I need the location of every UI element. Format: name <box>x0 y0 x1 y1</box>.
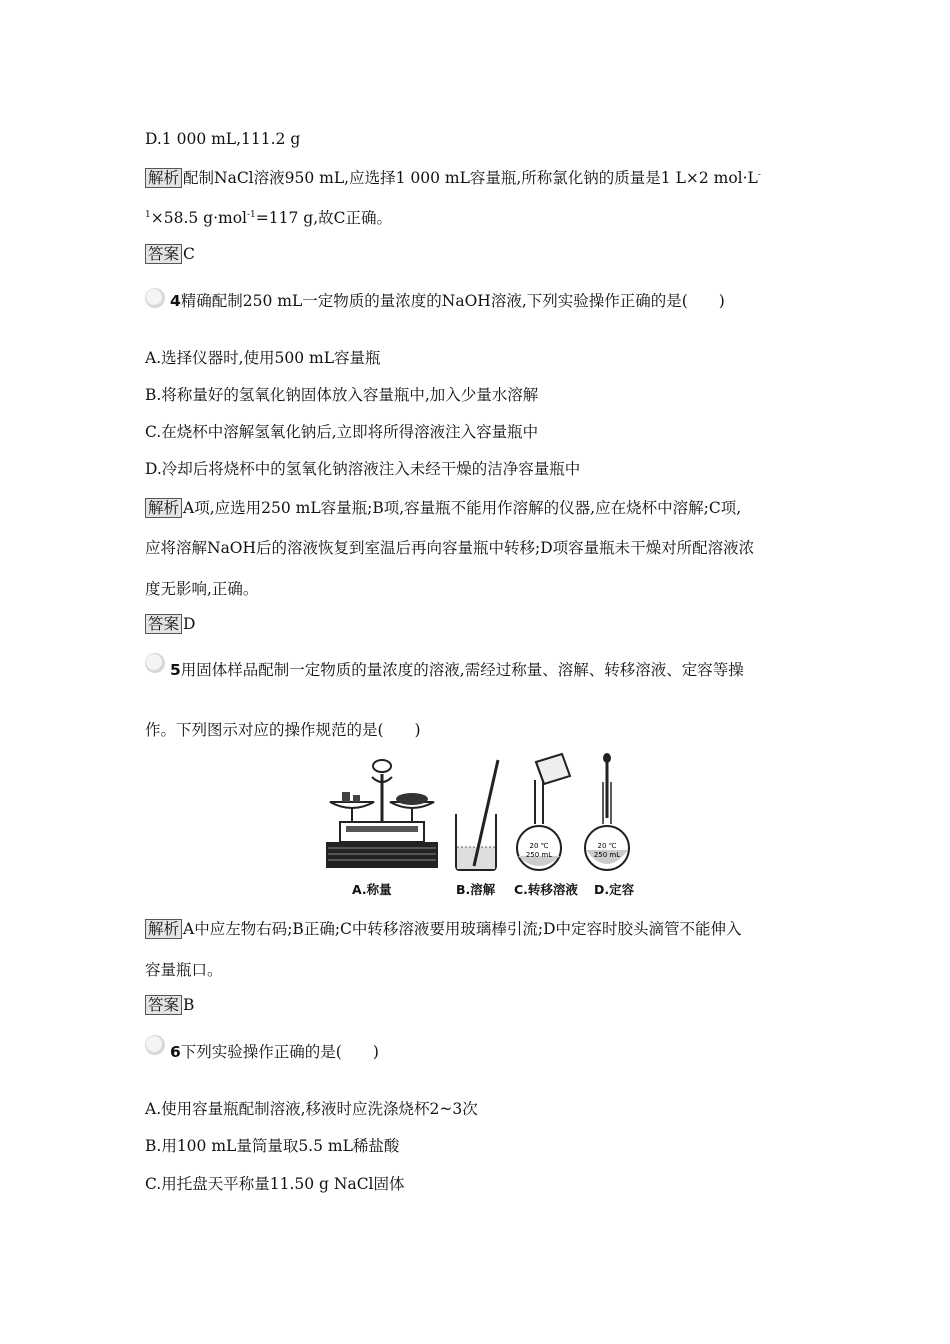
flask-d-temp: 20 ℃ <box>597 842 617 850</box>
q6-stem-line <box>170 1040 379 1062</box>
figure-label-b: B.溶解 <box>456 882 496 897</box>
q5-stem-line-2: 作。下列图示对应的操作规范的是( ) <box>145 721 421 739</box>
q4-answer-line <box>145 614 195 634</box>
q6-number: 6 <box>170 1043 181 1061</box>
q4-answer: D <box>183 615 196 633</box>
q4-analysis-line-3: 度无影响,正确。 <box>145 580 259 598</box>
q6-option-a: A.使用容量瓶配制溶液,移液时应洗涤烧杯2~3次 <box>145 1100 478 1118</box>
lab-operations-illustration <box>322 752 642 882</box>
q4-number: 4 <box>170 292 181 310</box>
q4-analysis-line-1 <box>145 496 741 518</box>
answer-tag: 答案 <box>145 244 182 264</box>
q3-answer-line <box>145 244 195 264</box>
q3-sup-3: -1 <box>247 209 256 220</box>
flask-c-temp: 20 ℃ <box>529 842 549 850</box>
q5-analysis-text-1: A中应左物右码;B正确;C中转移溶液要用玻璃棒引流;D中定容时胶头滴管不能伸入 <box>183 920 742 938</box>
question-bullet-icon <box>144 287 166 309</box>
q3-answer: C <box>183 245 195 263</box>
q5-stem-1: 用固体样品配制一定物质的量浓度的溶液,需经过称量、溶解、转移溶液、定容等操 <box>180 661 744 679</box>
q5-answer: B <box>183 996 195 1014</box>
answer-tag: 答案 <box>145 614 182 634</box>
q4-stem: 精确配制250 mL一定物质的量浓度的NaOH溶液,下列实验操作正确的是( ) <box>180 292 725 310</box>
q5-answer-line <box>145 995 194 1015</box>
q4-analysis-text-1: A项,应选用250 mL容量瓶;B项,容量瓶不能用作溶解的仪器,应在烧杯中溶解;C项, <box>183 499 742 517</box>
dropper-illustration <box>585 753 629 870</box>
q4-option-c: C.在烧杯中溶解氢氧化钠后,立即将所得溶液注入容量瓶中 <box>145 423 539 441</box>
q4-analysis-line-2: 应将溶解NaOH后的溶液恢复到室温后再向容量瓶中转移;D项容量瓶未干燥对所配溶液浓 <box>145 539 755 557</box>
balance-illustration <box>326 760 438 868</box>
q4-option-b: B.将称量好的氢氧化钠固体放入容量瓶中,加入少量水溶解 <box>145 386 539 404</box>
q4-option-a: A.选择仪器时,使用500 mL容量瓶 <box>145 349 381 367</box>
q6-option-b: B.用100 mL量筒量取5.5 mL稀盐酸 <box>145 1137 400 1155</box>
q3-sup-2: 1 <box>145 209 151 220</box>
figure-label-a: A.称量 <box>352 882 392 897</box>
transfer-illustration <box>517 754 570 870</box>
q4-stem-line <box>170 289 725 311</box>
figure-label-c: C.转移溶液 <box>514 882 578 897</box>
flask-d-volume: 250 mL <box>593 851 621 859</box>
analysis-tag: 解析 <box>145 168 182 188</box>
question-bullet-icon <box>144 652 166 674</box>
answer-tag: 答案 <box>145 995 182 1015</box>
q6-stem: 下列实验操作正确的是( ) <box>180 1043 379 1061</box>
q3-sup-1: - <box>757 169 761 180</box>
q3-option-d: D.1 000 mL,111.2 g <box>145 130 301 148</box>
q5-analysis-line-1 <box>145 917 742 939</box>
question-bullet-icon <box>144 1034 166 1056</box>
q3-analysis-line-1 <box>145 166 761 188</box>
figure-label-d: D.定容 <box>594 882 635 897</box>
q5-stem-line-1 <box>170 658 744 680</box>
beaker-illustration <box>456 760 498 870</box>
q3-analysis-text-2a: ×58.5 g·mol <box>150 209 247 227</box>
analysis-tag: 解析 <box>145 498 182 518</box>
analysis-tag: 解析 <box>145 919 182 939</box>
q3-analysis-text-2b: =117 g,故C正确。 <box>255 209 392 227</box>
q4-option-d: D.冷却后将烧杯中的氢氧化钠溶液注入未经干燥的洁净容量瓶中 <box>145 460 581 478</box>
q6-option-c: C.用托盘天平称量11.50 g NaCl固体 <box>145 1175 405 1193</box>
q3-analysis-line-2 <box>145 206 392 228</box>
q5-analysis-line-2: 容量瓶口。 <box>145 961 223 979</box>
flask-c-volume: 250 mL <box>525 851 553 859</box>
lab-operations-figure <box>322 752 642 902</box>
q3-analysis-text-1: 配制NaCl溶液950 mL,应选择1 000 mL容量瓶,所称氯化钠的质量是1 L×2 mol·L <box>183 169 758 187</box>
q5-number: 5 <box>170 661 181 679</box>
